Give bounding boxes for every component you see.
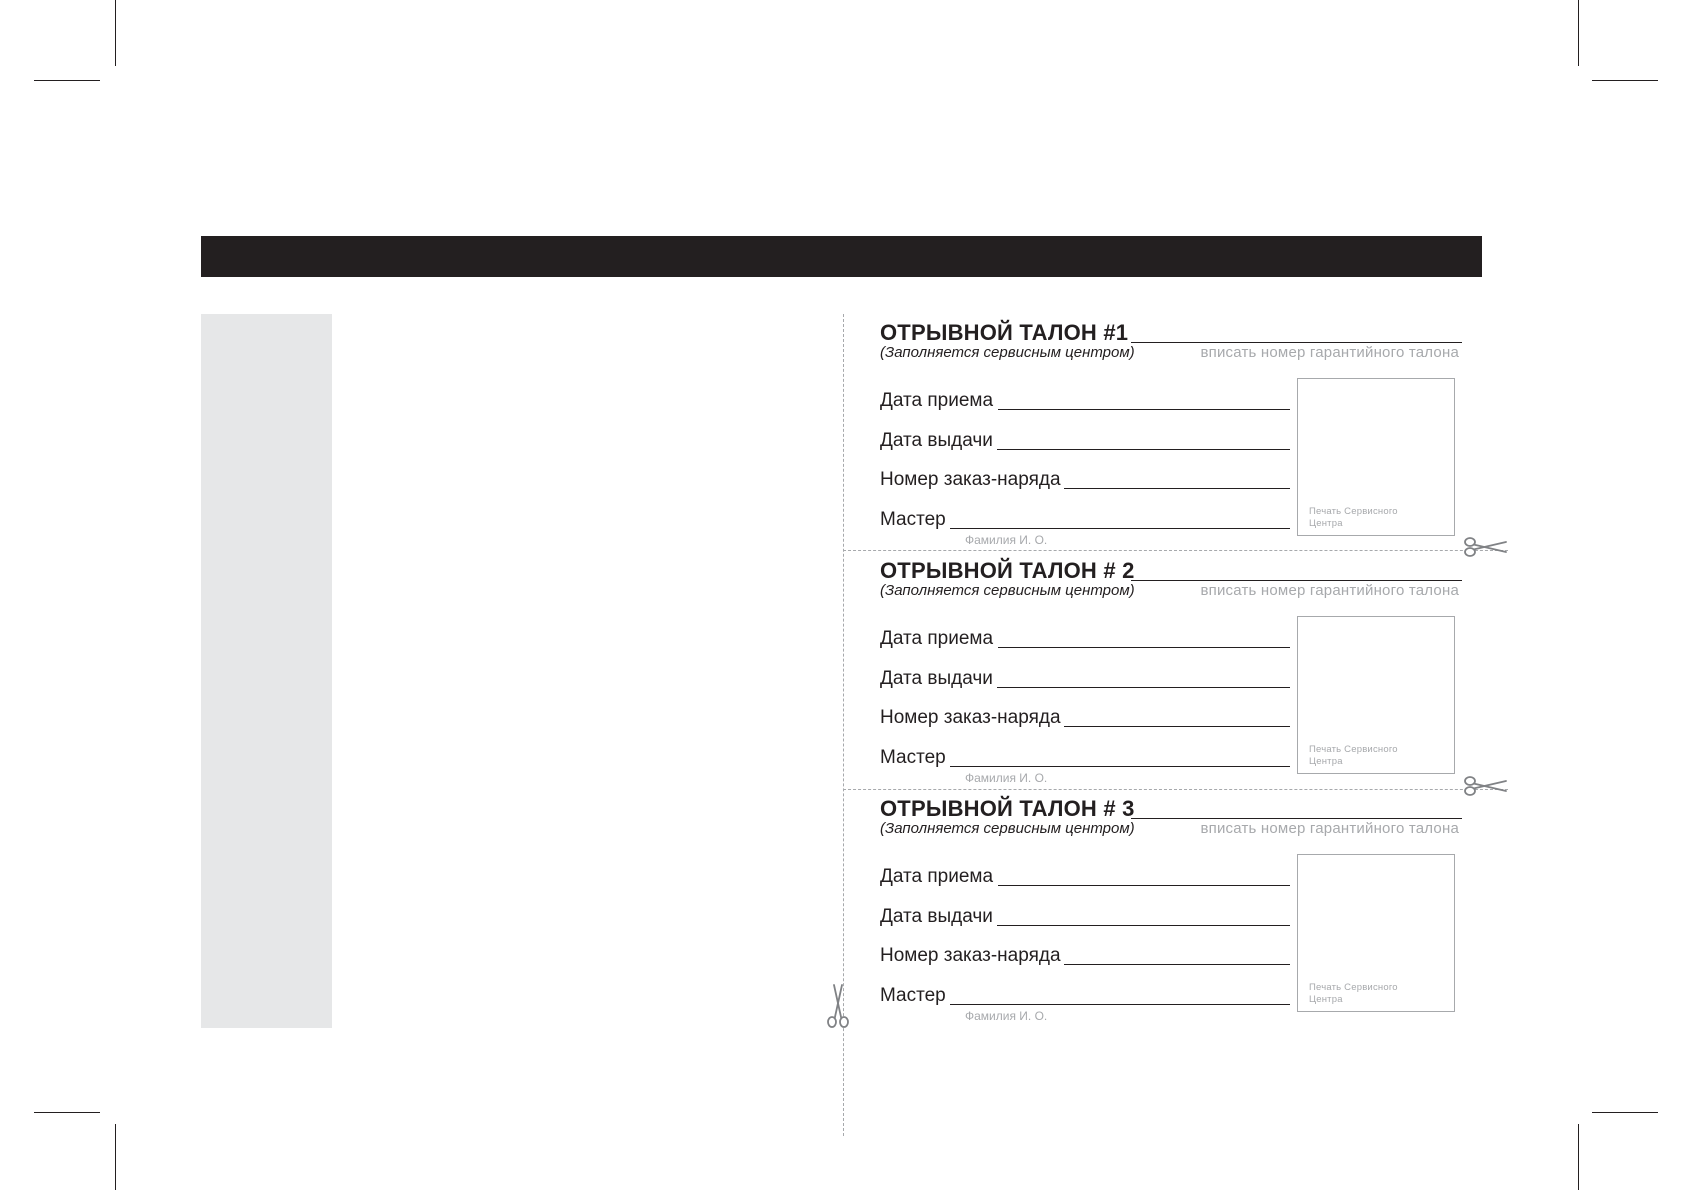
field-line[interactable] (1064, 964, 1290, 965)
side-panel (201, 314, 332, 1028)
warranty-number-line[interactable] (1131, 580, 1462, 581)
field-line[interactable] (1064, 726, 1290, 727)
coupon-subtitle: (Заполняется сервисным центром) (880, 582, 1135, 599)
field-label: Номер заказ-наряда (880, 707, 1061, 728)
field-receipt-date[interactable] (880, 865, 1290, 889)
stamp-label: Печать Сервисного Центра (1309, 506, 1398, 529)
warranty-number-hint: вписать номер гарантийного талона (1200, 820, 1459, 837)
master-caption: Фамилия И. О. (965, 533, 1048, 547)
warranty-number-line[interactable] (1131, 818, 1462, 819)
field-order-number[interactable] (880, 468, 1290, 492)
stamp-box (1297, 378, 1455, 536)
field-label: Номер заказ-наряда (880, 945, 1061, 966)
field-label: Дата выдачи (880, 906, 993, 927)
field-line[interactable] (950, 528, 1290, 529)
field-label: Дата выдачи (880, 430, 993, 451)
field-label: Дата выдачи (880, 668, 993, 689)
horizontal-cut-line (843, 789, 1508, 790)
field-order-number[interactable] (880, 706, 1290, 730)
crop-mark (115, 1124, 116, 1190)
crop-mark (1578, 0, 1579, 66)
warranty-number-hint: вписать номер гарантийного талона (1200, 344, 1459, 361)
coupon-title: ОТРЫВНОЙ ТАЛОН # 3 (880, 796, 1135, 821)
stamp-label: Печать Сервисного Центра (1309, 744, 1398, 767)
field-line[interactable] (997, 687, 1290, 688)
field-label: Мастер (880, 509, 946, 530)
stamp-label: Печать Сервисного Центра (1309, 982, 1398, 1005)
coupon-3 (880, 796, 1460, 1021)
field-issue-date[interactable] (880, 429, 1290, 453)
horizontal-cut-line (843, 550, 1508, 551)
stamp-box (1297, 616, 1455, 774)
scissors-icon (814, 982, 862, 1030)
header-bar (201, 236, 1482, 277)
coupon-title: ОТРЫВНОЙ ТАЛОН #1 (880, 320, 1129, 345)
field-master[interactable] (880, 508, 1290, 532)
stamp-box (1297, 854, 1455, 1012)
field-line[interactable] (997, 925, 1290, 926)
crop-mark (34, 80, 100, 81)
field-line[interactable] (998, 885, 1290, 886)
crop-mark (1592, 80, 1658, 81)
field-line[interactable] (1064, 488, 1290, 489)
coupon-subtitle: (Заполняется сервисным центром) (880, 344, 1135, 361)
field-label: Мастер (880, 985, 946, 1006)
field-line[interactable] (998, 409, 1290, 410)
field-label: Дата приема (880, 866, 994, 887)
field-label: Мастер (880, 747, 946, 768)
crop-mark (1592, 1112, 1658, 1113)
coupon-title: ОТРЫВНОЙ ТАЛОН # 2 (880, 558, 1135, 583)
field-receipt-date[interactable] (880, 389, 1290, 413)
coupon-2 (880, 558, 1460, 783)
field-receipt-date[interactable] (880, 627, 1290, 651)
field-label: Дата приема (880, 628, 994, 649)
field-line[interactable] (997, 449, 1290, 450)
warranty-number-line[interactable] (1131, 342, 1462, 343)
master-caption: Фамилия И. О. (965, 771, 1048, 785)
field-line[interactable] (950, 766, 1290, 767)
field-master[interactable] (880, 746, 1290, 770)
field-order-number[interactable] (880, 944, 1290, 968)
field-line[interactable] (998, 647, 1290, 648)
crop-mark (1578, 1124, 1579, 1190)
master-caption: Фамилия И. О. (965, 1009, 1048, 1023)
field-master[interactable] (880, 984, 1290, 1008)
scissors-icon (1462, 762, 1510, 810)
coupon-1 (880, 320, 1460, 545)
field-label: Дата приема (880, 390, 994, 411)
field-label: Номер заказ-наряда (880, 469, 1061, 490)
scissors-icon (1462, 523, 1510, 571)
warranty-number-hint: вписать номер гарантийного талона (1200, 582, 1459, 599)
coupon-subtitle: (Заполняется сервисным центром) (880, 820, 1135, 837)
crop-mark (34, 1112, 100, 1113)
field-line[interactable] (950, 1004, 1290, 1005)
field-issue-date[interactable] (880, 905, 1290, 929)
field-issue-date[interactable] (880, 667, 1290, 691)
crop-mark (115, 0, 116, 66)
